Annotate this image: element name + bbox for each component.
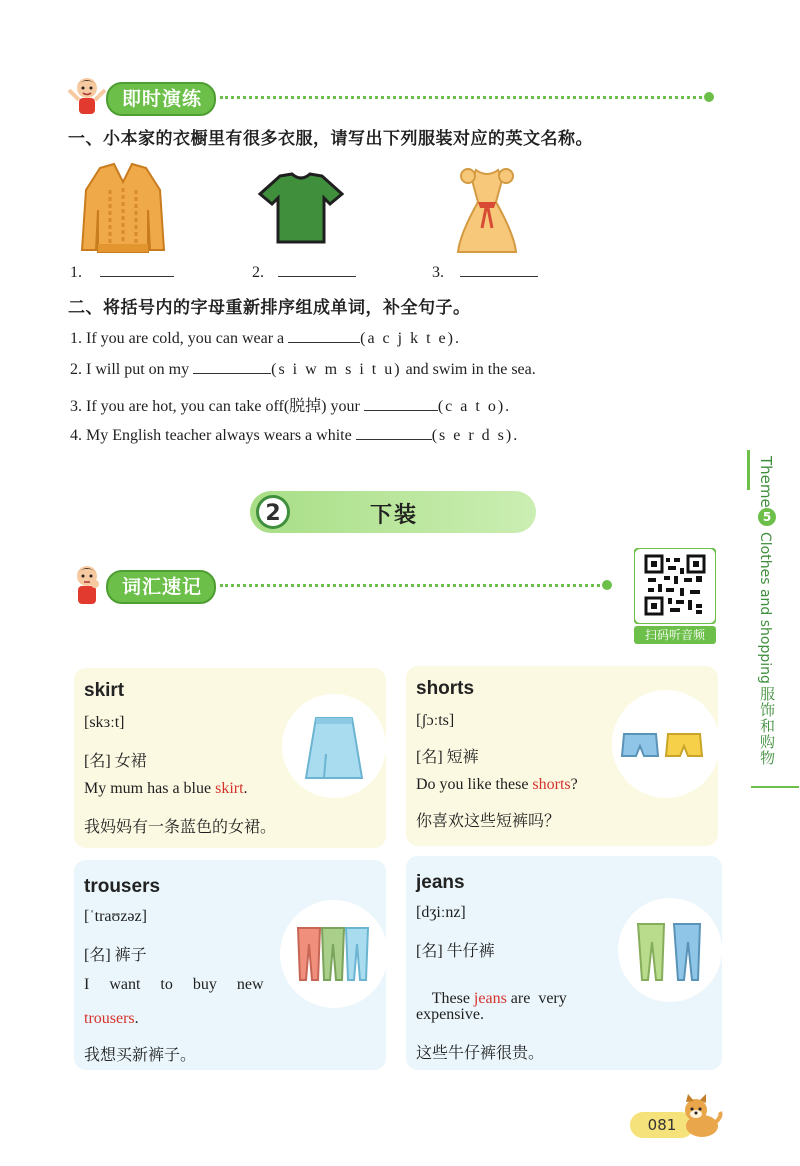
question-1-title: 一、小本家的衣橱里有很多衣服，请写出下列服装对应的英文名称。 <box>68 129 593 149</box>
side-theme-label: Theme <box>757 456 775 508</box>
shorts-image <box>612 690 720 798</box>
trousers-image <box>280 900 388 1008</box>
jeans-image <box>618 898 722 1002</box>
dog-mascot-icon <box>676 1092 724 1140</box>
vocab-card-skirt <box>74 668 386 848</box>
side-english-title: Clothes and shopping <box>757 532 773 684</box>
sentence-text: If you are hot, you can take off(脱掉) your <box>86 398 360 415</box>
example-highlight: shorts <box>532 776 571 793</box>
vocab-card-trousers <box>74 860 386 1070</box>
answer-blank-2[interactable] <box>278 262 356 277</box>
vocab-meaning: [名] 女裙 <box>84 753 147 770</box>
example-highlight: skirt <box>215 780 244 797</box>
answer-1 <box>70 262 174 282</box>
boy-thinking-icon <box>64 560 110 606</box>
example-text: Do you like these <box>416 776 533 793</box>
example-highlight: trousers <box>84 1010 135 1027</box>
page-number: 081 <box>630 1112 694 1138</box>
vocab-translation: 我想买新裤子。 <box>84 1047 197 1064</box>
sentence-text: If you are cold, you can wear a <box>86 330 285 347</box>
vocab-phonetic: [ʃɔːts] <box>416 712 455 729</box>
section-title: 即时演练 <box>106 82 216 116</box>
vocab-translation: 你喜欢这些短裤吗？ <box>416 813 561 830</box>
vocab-example-line2 <box>84 1010 139 1028</box>
sentence-blank[interactable] <box>364 396 438 411</box>
letter-hint: (a c j k t e). <box>360 330 461 347</box>
answer-number: 2. <box>252 264 264 281</box>
image-circle <box>618 898 722 1002</box>
vocab-translation: 这些牛仔裤很贵。 <box>416 1045 545 1062</box>
answer-3 <box>432 262 538 282</box>
example-punct: ? <box>570 776 578 793</box>
example-text: These <box>431 990 474 1007</box>
sentence-2 <box>70 359 536 379</box>
letter-hint: (s i w m s i t u) <box>271 361 402 378</box>
sentence-number: 2. <box>70 361 82 378</box>
sentence-number: 4. <box>70 427 82 444</box>
vocab-example: I want to buy new <box>84 976 264 993</box>
question-2-title: 二、将括号内的字母重新排序组成单词，补全句子。 <box>68 298 471 318</box>
vocab-meaning: [名] 裤子 <box>84 947 147 964</box>
qr-code-block[interactable] <box>634 548 716 644</box>
letter-hint: (c a t o). <box>437 398 512 415</box>
vocab-card-shorts <box>406 666 718 846</box>
sentence-1 <box>70 328 461 348</box>
example-text-end: are very <box>506 990 567 1007</box>
sentence-number: 1. <box>70 330 82 347</box>
vocab-word: trousers <box>84 876 161 897</box>
vocab-phonetic: [dʒiːnz] <box>416 904 466 921</box>
example-punct: . <box>134 1010 139 1027</box>
answer-blank-1[interactable] <box>100 262 174 277</box>
vocab-word: shorts <box>416 678 475 699</box>
unit-title: 下装 <box>370 503 419 528</box>
divider-end-dot <box>602 580 612 590</box>
letter-hint: (s e r d s). <box>431 427 520 444</box>
vocab-example <box>84 780 248 798</box>
image-circle <box>280 900 388 1008</box>
divider-end-dot <box>704 92 714 102</box>
example-punct: . <box>243 780 248 797</box>
vocab-example <box>416 776 578 794</box>
side-chinese-title: 服饰和购物 <box>758 686 776 766</box>
boy-mascot-icon <box>64 72 110 118</box>
qr-label: 扫码听音频 <box>634 626 716 644</box>
sentence-number: 3. <box>70 398 82 415</box>
unit-banner <box>250 491 536 533</box>
sentence-blank[interactable] <box>193 359 271 374</box>
answer-blank-3[interactable] <box>460 262 538 277</box>
skirt-image <box>282 694 386 798</box>
sentence-3 <box>70 393 511 416</box>
sentence-4 <box>70 425 519 445</box>
qr-code-icon <box>634 548 716 624</box>
sentence-text-end: and swim in the sea. <box>405 361 536 378</box>
section-header-practice <box>64 82 724 116</box>
example-text: My mum has a blue <box>84 780 216 797</box>
section-header-vocabulary <box>64 570 624 604</box>
answer-number: 1. <box>70 264 82 281</box>
vocab-word: jeans <box>416 872 465 893</box>
unit-number-badge: 2 <box>256 495 290 529</box>
image-circle <box>612 690 720 798</box>
vocab-phonetic: [ˈtraʊzəz] <box>84 908 147 925</box>
theme-side-tab <box>747 450 783 785</box>
answer-number: 3. <box>432 264 444 281</box>
sentence-text: My English teacher always wears a white <box>86 427 352 444</box>
tshirt-image <box>258 172 344 244</box>
side-tab-line-top <box>747 450 750 490</box>
answer-2 <box>252 262 356 282</box>
vocab-word: skirt <box>84 680 125 701</box>
vocab-translation: 我妈妈有一条蓝色的女裙。 <box>84 819 277 836</box>
sentence-blank[interactable] <box>356 425 432 440</box>
sentence-text: I will put on my <box>86 361 190 378</box>
vocab-phonetic: [skɜːt] <box>84 714 125 731</box>
side-tab-line-bottom <box>751 786 799 788</box>
vocab-meaning: [名] 牛仔裤 <box>416 943 495 960</box>
vocab-meaning: [名] 短裤 <box>416 749 479 766</box>
image-circle <box>282 694 386 798</box>
vocab-card-jeans <box>406 856 722 1070</box>
sweater-image <box>80 160 166 256</box>
vocab-example-line2: expensive. <box>416 1006 484 1023</box>
dress-image <box>456 164 518 254</box>
section-title: 词汇速记 <box>106 570 216 604</box>
dotted-divider <box>220 584 600 587</box>
example-highlight: jeans <box>473 990 507 1007</box>
side-theme-number: 5 <box>758 508 776 526</box>
sentence-blank[interactable] <box>288 328 360 343</box>
dotted-divider <box>220 96 702 99</box>
